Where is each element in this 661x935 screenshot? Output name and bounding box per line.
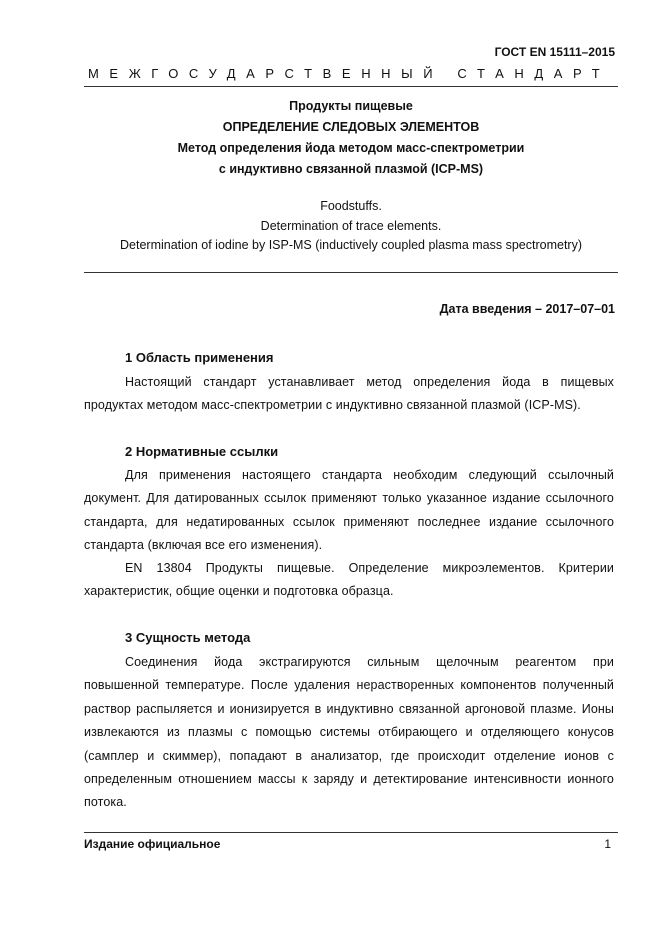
standard-banner: МЕЖГОСУДАРСТВЕННЫЙ СТАНДАРТ <box>88 66 611 81</box>
section-heading-principle: 3 Сущность метода <box>125 630 251 645</box>
section-heading-scope: 1 Область применения <box>125 350 274 365</box>
title-rule <box>84 272 618 273</box>
section-heading-references: 2 Нормативные ссылки <box>125 444 279 459</box>
footer-rule <box>84 832 618 833</box>
title-ru-line2: ОПРЕДЕЛЕНИЕ СЛЕДОВЫХ ЭЛЕМЕНТОВ <box>222 120 480 134</box>
references-item-en13804: EN 13804 Продукты пищевые. Определение микроэлементов. Критерии характеристик, общие оценки и подготовка образца. <box>84 561 614 599</box>
references-paragraph: Для применения настоящего стандарта необходим следующий ссылочный документ. Для датированных ссылок применяют только указанное издание ссылочного стандарта, для недатированных ссылок применяют последнее издание ссылочного стандарта (включая все его изменения). <box>84 468 614 553</box>
scope-paragraph: Настоящий стандарт устанавливает метод определения йода в пищевых продуктах методом масс-спектрометрии с индуктивно связанной плазмой (ICP-MS). <box>84 375 614 413</box>
title-en-line3: Determination of iodine by ISP-MS (inductively coupled plasma mass spectrometry) <box>120 238 582 252</box>
title-ru-line1: Продукты пищевые <box>289 99 413 113</box>
title-en-line2: Determination of trace elements. <box>260 218 442 233</box>
introduction-date: Дата введения – 2017–07–01 <box>439 302 615 316</box>
title-en <box>84 197 618 256</box>
official-edition-label: Издание официальное <box>84 837 221 851</box>
title-ru-line4: с индуктивно связанной плазмой (ICP-MS) <box>218 162 484 176</box>
header-rule <box>84 86 618 87</box>
title-en-line1: Foodstuffs. <box>320 199 382 213</box>
document-number: ГОСТ EN 15111–2015 <box>494 45 615 59</box>
page-number: 1 <box>604 837 611 851</box>
principle-paragraph: Соединения йода экстрагируются сильным щелочным реагентом при повышенной температуре. После удаления нерастворенных компонентов полученный раствор распыляется и ионизируется в индуктивно связанной аргоновой плазме. Ионы извлекаются из плазмы с помощью системы отбирающего и отделяющего конусов (самплер и скиммер), попадают в анализатор, где происходит отделение ионов с определенным отношением массы к заряду и детектирование интенсивности ионного потока. <box>84 655 614 810</box>
title-ru <box>84 96 618 180</box>
title-ru-line3: Метод определения йода методом масс-спектрометрии <box>177 141 525 155</box>
